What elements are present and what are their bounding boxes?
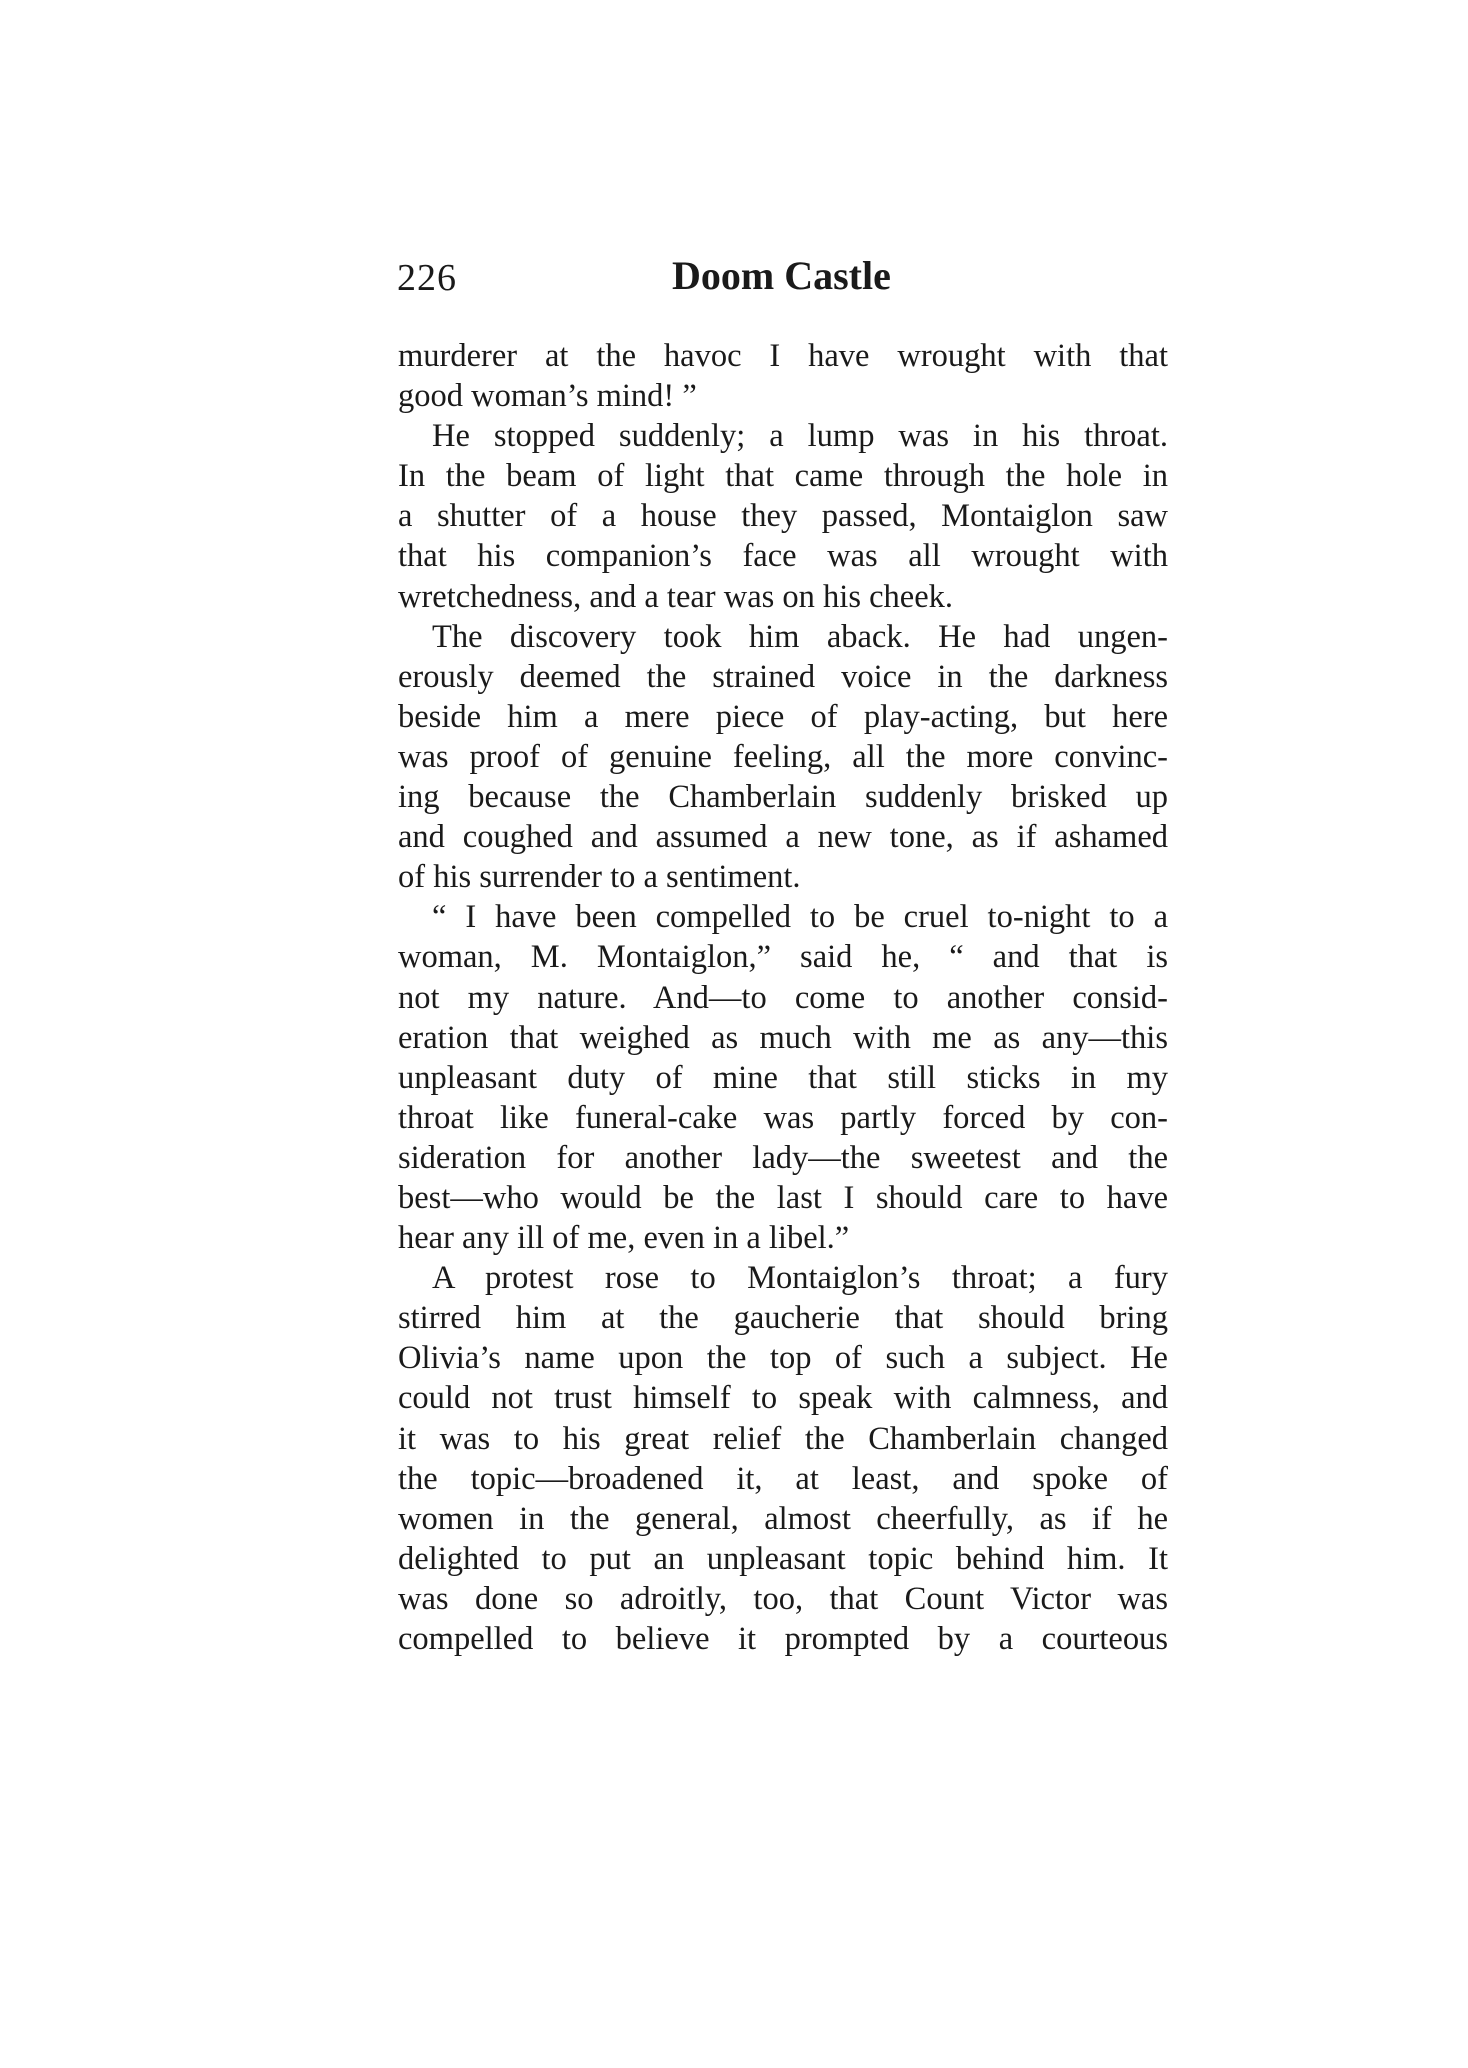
text-line: sideration for another lady—the sweetest and the bbox=[398, 1139, 1168, 1176]
text-line: it was to his great relief the Chamberlain changed bbox=[398, 1420, 1168, 1457]
text-line: beside him a mere piece of play-acting, but here bbox=[398, 698, 1168, 735]
text-line: of his surrender to a sentiment. bbox=[398, 859, 801, 896]
text-line: compelled to believe it prompted by a courteous bbox=[398, 1621, 1168, 1657]
text-line: was done so adroitly, too, that Count Victor was bbox=[398, 1580, 1168, 1617]
text-line: good woman’s mind! ” bbox=[398, 378, 697, 415]
text-line: throat like funeral-cake was partly forced by con- bbox=[398, 1099, 1168, 1136]
text-line: erously deemed the strained voice in the darkness bbox=[398, 658, 1168, 695]
text-line: unpleasant duty of mine that still sticks in my bbox=[398, 1059, 1168, 1096]
text-line: In the beam of light that came through the hole in bbox=[398, 458, 1168, 495]
text-line: not my nature. And—to come to another consid- bbox=[398, 979, 1168, 1016]
text-line: and coughed and assumed a new tone, as if ashamed bbox=[398, 819, 1168, 856]
text-line: that his companion’s face was all wrought with bbox=[398, 538, 1168, 575]
text-line: ing because the Chamberlain suddenly brisked up bbox=[398, 779, 1168, 816]
page-header bbox=[397, 252, 1168, 304]
text-line: a shutter of a house they passed, Montaiglon saw bbox=[398, 498, 1168, 535]
page-number: 226 bbox=[397, 257, 457, 299]
text-line: hear any ill of me, even in a libel.” bbox=[398, 1220, 850, 1257]
text-line: best—who would be the last I should care to have bbox=[398, 1179, 1168, 1216]
text-line: “ I have been compelled to be cruel to-night to a bbox=[432, 899, 1168, 936]
text-line: A protest rose to Montaiglon’s throat; a fury bbox=[432, 1260, 1168, 1297]
text-line: eration that weighed as much with me as any—this bbox=[398, 1019, 1168, 1056]
text-line: wretchedness, and a tear was on his cheek. bbox=[398, 578, 953, 615]
body-text bbox=[398, 336, 1168, 1659]
text-line: He stopped suddenly; a lump was in his throat. bbox=[432, 418, 1168, 455]
text-line: delighted to put an unpleasant topic behind him. It bbox=[398, 1540, 1168, 1577]
text-line: the topic—broadened it, at least, and spoke of bbox=[398, 1460, 1168, 1497]
text-line: could not trust himself to speak with calmness, and bbox=[398, 1380, 1168, 1417]
text-line: woman, M. Montaiglon,” said he, “ and that is bbox=[398, 939, 1168, 976]
text-line: stirred him at the gaucherie that should bring bbox=[398, 1300, 1168, 1337]
running-head: Doom Castle bbox=[672, 253, 891, 298]
text-line: murderer at the havoc I have wrought with that bbox=[398, 338, 1168, 374]
text-line: was proof of genuine feeling, all the more convinc- bbox=[398, 738, 1168, 775]
text-line: Olivia’s name upon the top of such a subject. He bbox=[398, 1340, 1168, 1377]
text-line: women in the general, almost cheerfully, as if he bbox=[398, 1500, 1168, 1537]
text-line: The discovery took him aback. He had ungen- bbox=[432, 618, 1168, 655]
